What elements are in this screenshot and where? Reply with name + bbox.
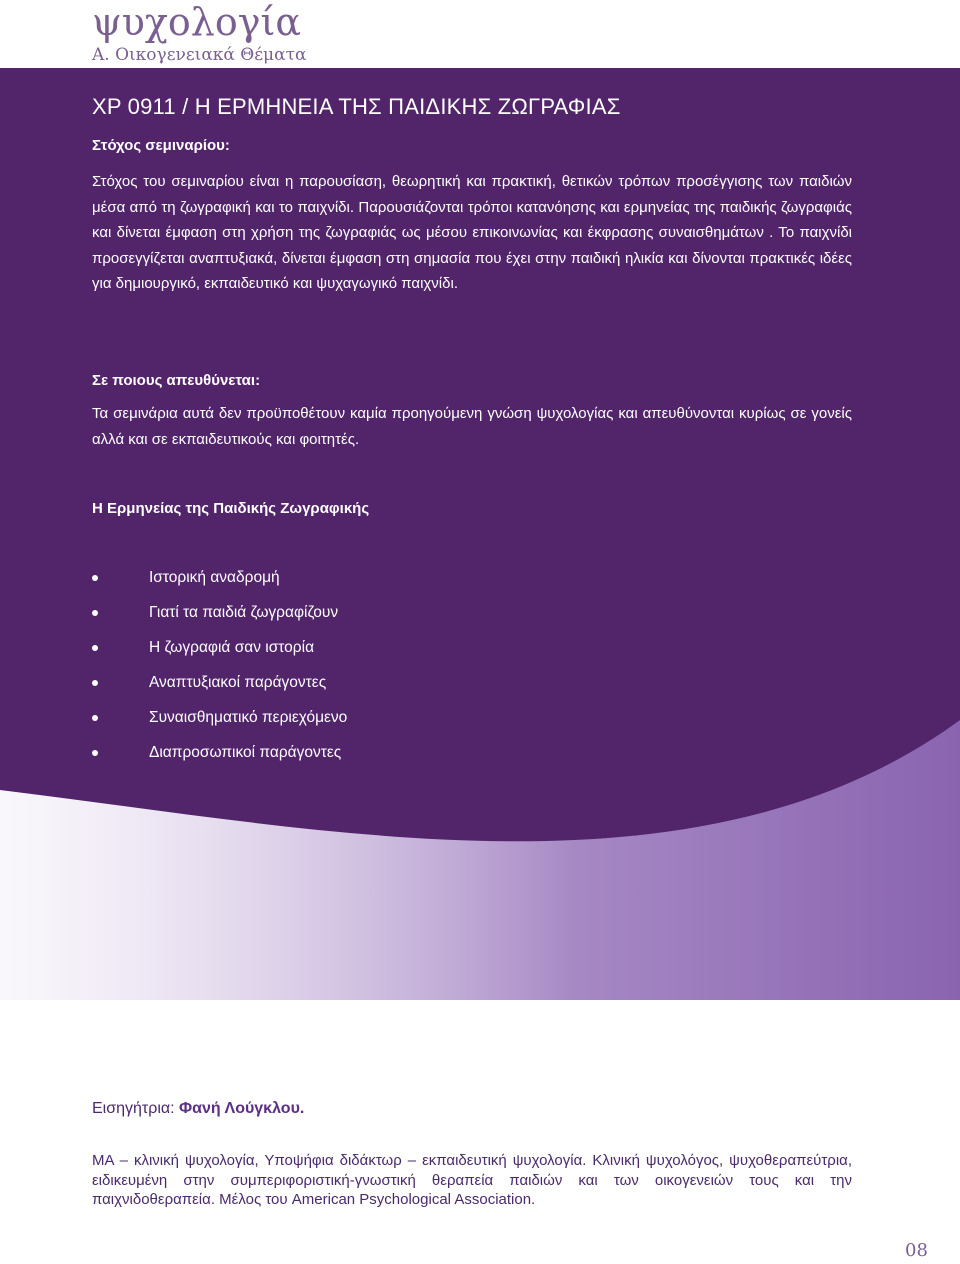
- bullet-icon: [92, 750, 98, 756]
- brand-title: ψυχολογία: [92, 0, 302, 44]
- bullet-icon: [92, 680, 98, 686]
- bullet-icon: [92, 715, 98, 721]
- audience-paragraph: Τα σεμινάρια αυτά δεν προϋποθέτουν καμία προηγούμενη γνώση ψυχολογίας και απευθύνονται κυρίως σε γονείς αλλά και σε εκπαιδευτικούς και φοιτητές.: [92, 405, 852, 448]
- page-number: 08: [905, 1240, 928, 1261]
- goal-heading: Στόχος σεμιναρίου:: [92, 137, 230, 154]
- presenter-name: Φανή Λούγκλου.: [179, 1100, 305, 1117]
- bullet-icon: [92, 610, 98, 616]
- topics-heading: Η Ερμηνείας της Παιδικής Ζωγραφικής: [92, 500, 370, 517]
- presenter-line: [92, 1100, 304, 1118]
- presenter-bio: ΜΑ – κλινική ψυχολογία, Υποψήφια διδάκτωρ – εκπαιδευτική ψυχολογία. Κλινική ψυχολόγος, ψυχοθεραπεύτρια, ειδικευμένη στην συμπεριφοριστική-γνωστική θεραπεία παιδιών και των οικογενειών τους και την παιχνιδοθεραπεία. Μέλος του American Psychological Association.: [92, 1152, 852, 1208]
- section-subtitle: Α. Οικογενειακά Θέματα: [92, 45, 307, 65]
- presenter-label: Εισηγήτρια:: [92, 1100, 175, 1117]
- bullet-icon: [92, 575, 98, 581]
- seminar-title: ΧΡ 0911 / Η ΕΡΜΗΝΕΙΑ ΤΗΣ ΠΑΙΔΙΚΗΣ ΖΩΓΡΑΦΙΑΣ: [92, 94, 621, 119]
- goal-paragraph: Στόχος του σεμιναρίου είναι η παρουσίαση, θεωρητική και πρακτική, θετικών τρόπων προσέγγισης των παιδιών μέσα από τη ζωγραφική και το παιχνίδι. Παρουσιάζονται τρόποι κατανόησης και ερμηνείας της παιδικής ζωγραφιάς και δίνεται έμφαση στη χρήση της ζωγραφιάς ως μέσου επικοινωνίας και έκφρασης συναισθημάτων . Το παιχνίδι προσεγγίζεται αναπτυξιακά, δίνεται έμφαση στη σημασία που έχει στην παιδική ηλικία και δίνονται πρακτικές ιδέες για δημιουργικό, εκπαιδευτικό και ψυχαγωγικό παιχνίδι.: [92, 173, 852, 292]
- bullet-icon: [92, 645, 98, 651]
- audience-heading: Σε ποιους απευθύνεται:: [92, 372, 261, 389]
